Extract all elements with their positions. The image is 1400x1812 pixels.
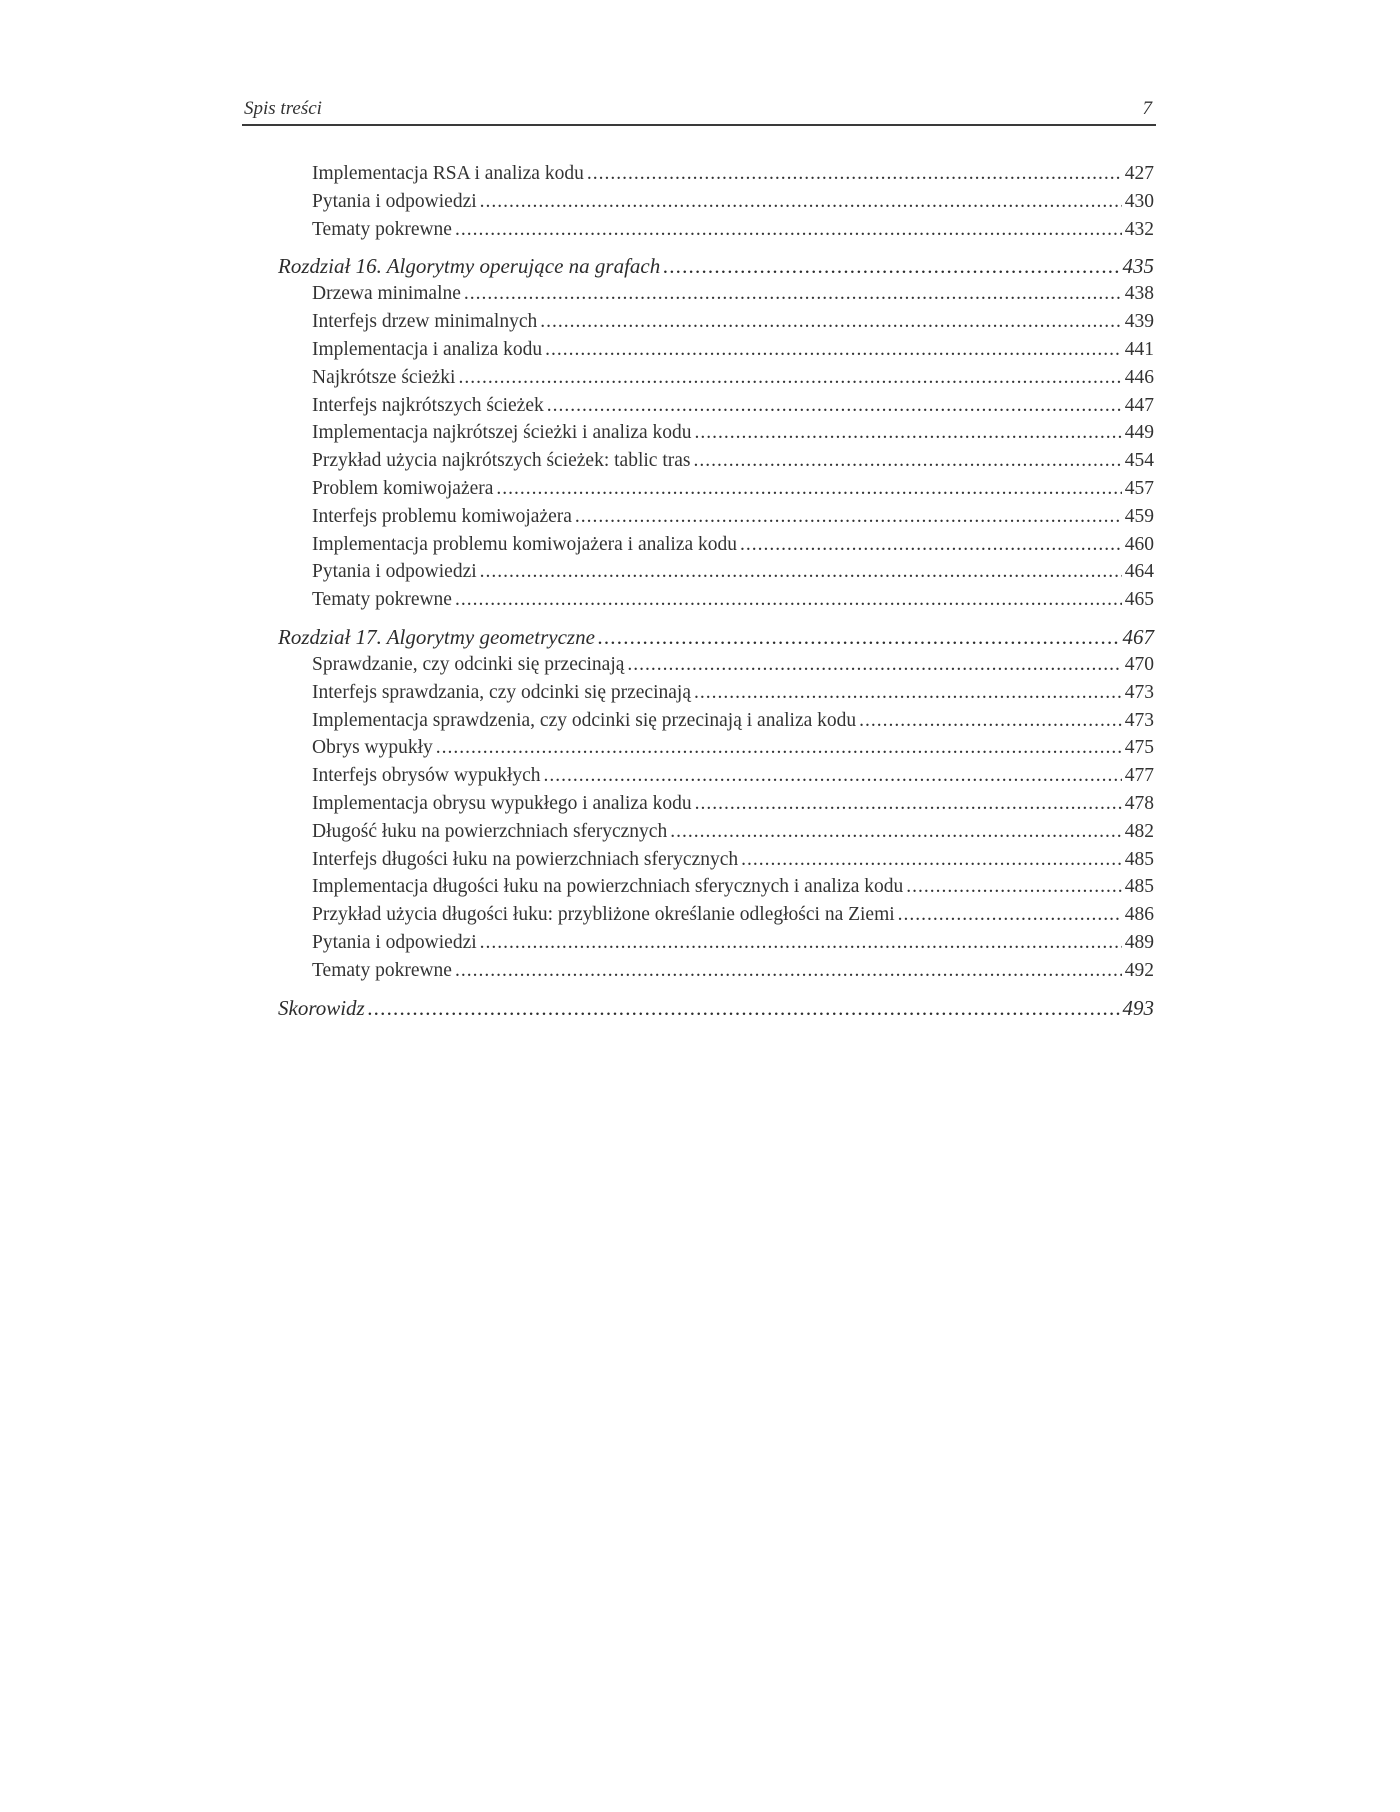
toc-dot-leader xyxy=(368,995,1120,1022)
toc-entry-title: Interfejs długości łuku na powierzchniach sferycznych xyxy=(312,848,739,870)
toc-section-entry[interactable] xyxy=(278,280,1154,308)
toc-entry-page-number: 454 xyxy=(1124,450,1154,472)
toc-dot-leader xyxy=(741,846,1122,874)
toc-dot-leader xyxy=(547,392,1122,420)
toc-section-entry[interactable] xyxy=(278,846,1154,874)
toc-entry-page-number: 475 xyxy=(1124,737,1154,759)
toc-dot-leader xyxy=(455,957,1122,985)
toc-entry-page-number: 438 xyxy=(1124,283,1154,305)
toc-dot-leader xyxy=(898,901,1122,929)
toc-entry-title: Skorowidz xyxy=(278,995,365,1020)
toc-section-entry[interactable] xyxy=(278,531,1154,559)
toc-section-entry[interactable] xyxy=(278,929,1154,957)
toc-entry-title: Interfejs obrysów wypukłych xyxy=(312,765,541,787)
toc-entry-title: Interfejs drzew minimalnych xyxy=(312,311,538,333)
toc-entry-title: Rozdział 17. Algorytmy geometryczne xyxy=(278,624,595,649)
toc-entry-page-number: 493 xyxy=(1122,995,1154,1020)
toc-entry-title: Interfejs sprawdzania, czy odcinki się przecinają xyxy=(312,681,691,703)
toc-section-entry[interactable] xyxy=(278,957,1154,985)
toc-entry-title: Długość łuku na powierzchniach sferycznych xyxy=(312,820,668,842)
toc-section-entry[interactable] xyxy=(278,364,1154,392)
toc-dot-leader xyxy=(575,503,1122,531)
toc-entry-page-number: 467 xyxy=(1122,624,1154,649)
toc-section-entry[interactable] xyxy=(278,447,1154,475)
toc-entry-title: Interfejs problemu komiwojażera xyxy=(312,505,572,527)
toc-dot-leader xyxy=(540,308,1122,336)
toc-entry-title: Tematy pokrewne xyxy=(312,959,452,981)
toc-dot-leader xyxy=(693,447,1121,475)
toc-entry-title: Implementacja RSA i analiza kodu xyxy=(312,163,584,184)
toc-section-entry[interactable] xyxy=(278,558,1154,586)
toc-entry-page-number: 465 xyxy=(1124,589,1154,611)
toc-entry-title: Pytania i odpowiedzi xyxy=(312,190,477,212)
toc-dot-leader xyxy=(695,419,1122,447)
toc-dot-leader xyxy=(598,624,1120,651)
toc-section-entry[interactable] xyxy=(278,790,1154,818)
table-of-contents xyxy=(278,160,1154,1022)
toc-entry-page-number: 439 xyxy=(1124,311,1154,333)
toc-entry-page-number: 485 xyxy=(1124,848,1154,870)
toc-entry-page-number: 435 xyxy=(1122,254,1154,279)
toc-entry-title: Implementacja sprawdzenia, czy odcinki się przecinają i analiza kodu xyxy=(312,709,857,731)
toc-entry-title: Implementacja obrysu wypukłego i analiza kodu xyxy=(312,792,692,814)
toc-entry-page-number: 470 xyxy=(1124,653,1154,675)
toc-entry-title: Sprawdzanie, czy odcinki się przecinają xyxy=(312,653,625,675)
toc-entry-page-number: 464 xyxy=(1124,561,1154,583)
toc-entry-page-number: 489 xyxy=(1124,931,1154,953)
toc-dot-leader xyxy=(436,734,1122,762)
toc-section-entry[interactable] xyxy=(278,901,1154,929)
toc-entry-page-number: 459 xyxy=(1124,505,1154,527)
toc-entry-page-number: 473 xyxy=(1124,681,1154,703)
toc-entry-page-number: 432 xyxy=(1124,218,1154,240)
toc-entry-title: Drzewa minimalne xyxy=(312,283,461,305)
toc-entry-page-number: 457 xyxy=(1124,477,1154,499)
toc-dot-leader xyxy=(906,873,1121,901)
toc-dot-leader xyxy=(740,531,1122,559)
toc-entry-page-number: 492 xyxy=(1124,959,1154,981)
toc-section-entry[interactable] xyxy=(278,160,1154,188)
toc-section-entry[interactable] xyxy=(278,392,1154,420)
toc-section-entry[interactable] xyxy=(278,586,1154,614)
toc-entry-title: Implementacja problemu komiwojażera i analiza kodu xyxy=(312,533,738,555)
toc-entry-title: Najkrótsze ścieżki xyxy=(312,366,456,388)
toc-section-entry[interactable] xyxy=(278,679,1154,707)
toc-dot-leader xyxy=(627,651,1121,679)
toc-entry-title: Implementacja najkrótszej ścieżki i analiza kodu xyxy=(312,422,692,444)
toc-entry-page-number: 430 xyxy=(1124,190,1154,212)
toc-entry-title: Tematy pokrewne xyxy=(312,589,452,611)
toc-section-entry[interactable] xyxy=(278,873,1154,901)
toc-entry-page-number: 473 xyxy=(1124,709,1154,731)
toc-dot-leader xyxy=(496,475,1121,503)
toc-entry-title: Rozdział 16. Algorytmy operujące na grafach xyxy=(278,254,661,279)
toc-section-entry[interactable] xyxy=(278,818,1154,846)
toc-entry-page-number: 446 xyxy=(1124,366,1154,388)
toc-chapter-entry[interactable] xyxy=(278,995,1154,1022)
toc-entry-page-number: 447 xyxy=(1124,394,1154,416)
toc-dot-leader xyxy=(544,762,1122,790)
toc-entry-title: Problem komiwojażera xyxy=(312,477,494,499)
toc-section-entry[interactable] xyxy=(278,419,1154,447)
toc-dot-leader xyxy=(859,707,1122,735)
toc-dot-leader xyxy=(663,253,1119,280)
toc-entry-page-number: 441 xyxy=(1124,338,1154,360)
toc-entry-title: Obrys wypukły xyxy=(312,737,433,759)
toc-entry-page-number: 482 xyxy=(1124,820,1154,842)
toc-dot-leader xyxy=(670,818,1122,846)
toc-entry-title: Implementacja i analiza kodu xyxy=(312,338,543,360)
toc-dot-leader xyxy=(480,929,1122,957)
running-header-title: Spis treści xyxy=(244,98,322,119)
toc-entry-title: Implementacja długości łuku na powierzchniach sferycznych i analiza kodu xyxy=(312,876,904,898)
toc-entry-page-number: 485 xyxy=(1124,876,1154,898)
toc-entry-page-number: 449 xyxy=(1124,422,1154,444)
toc-entry-title: Pytania i odpowiedzi xyxy=(312,931,477,953)
toc-entry-page-number: 477 xyxy=(1124,765,1154,787)
toc-entry-page-number: 427 xyxy=(1124,163,1154,184)
toc-entry-title: Tematy pokrewne xyxy=(312,218,452,240)
toc-section-entry[interactable] xyxy=(278,734,1154,762)
toc-section-entry[interactable] xyxy=(278,762,1154,790)
toc-entry-title: Interfejs najkrótszych ścieżek xyxy=(312,394,544,416)
toc-entry-title: Pytania i odpowiedzi xyxy=(312,561,477,583)
toc-entry-page-number: 478 xyxy=(1124,792,1154,814)
toc-section-entry[interactable] xyxy=(278,188,1154,216)
toc-dot-leader xyxy=(455,216,1122,244)
toc-section-entry[interactable] xyxy=(278,336,1154,364)
toc-dot-leader xyxy=(695,790,1122,818)
toc-section-entry[interactable] xyxy=(278,503,1154,531)
toc-entry-title: Przykład użycia długości łuku: przybliżone określanie odległości na Ziemi xyxy=(312,904,895,926)
toc-dot-leader xyxy=(545,336,1122,364)
toc-section-entry[interactable] xyxy=(278,308,1154,336)
toc-entry-page-number: 486 xyxy=(1124,904,1154,926)
toc-dot-leader xyxy=(480,188,1122,216)
toc-chapter-entry[interactable] xyxy=(278,624,1154,651)
toc-dot-leader xyxy=(455,586,1122,614)
toc-dot-leader xyxy=(587,160,1122,188)
toc-chapter-entry[interactable] xyxy=(278,253,1154,280)
toc-dot-leader xyxy=(694,679,1122,707)
toc-dot-leader xyxy=(458,364,1121,392)
running-header-page-number: 7 xyxy=(1142,98,1152,119)
toc-entry-title: Przykład użycia najkrótszych ścieżek: tablic tras xyxy=(312,450,691,472)
toc-dot-leader xyxy=(480,558,1122,586)
toc-section-entry[interactable] xyxy=(278,707,1154,735)
toc-section-entry[interactable] xyxy=(278,216,1154,244)
toc-section-entry[interactable] xyxy=(278,475,1154,503)
toc-entry-page-number: 460 xyxy=(1124,533,1154,555)
toc-section-entry[interactable] xyxy=(278,651,1154,679)
running-header xyxy=(242,96,1156,126)
toc-dot-leader xyxy=(464,280,1122,308)
